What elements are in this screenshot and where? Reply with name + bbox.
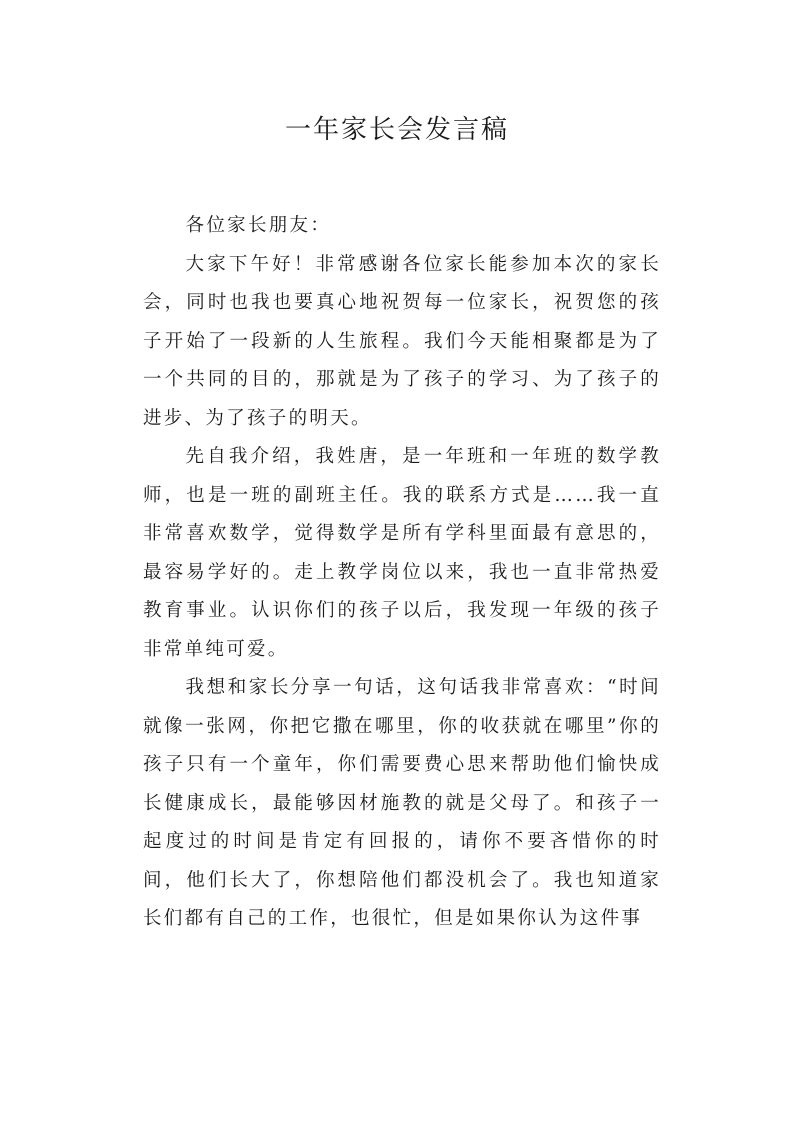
document-body: [143, 207, 661, 939]
salutation-paragraph: 各位家长朋友：: [185, 215, 332, 236]
document-title: 一年家长会发言稿: [284, 115, 509, 145]
greeting-paragraph: 大家下午好！非常感谢各位家长能参加本次的家长会，同时也我也要真心地祝贺每一位家长，祝贺您的孩子开始了一段新的人生旅程。我们今天能相聚都是为了一个共同的目的，那就是为了孩子的学习、为了孩子的进步、为了孩子的明天。: [143, 253, 661, 429]
introduction-paragraph: 先自我介绍，我姓唐，是一年班和一年班的数学教师，也是一班的副班主任。我的联系方式是……我一直非常喜欢数学，觉得数学是所有学科里面最有意思的，最容易学好的。走上教学岗位以来，我也一直非常热爱教育事业。认识你们的孩子以后，我发现一年级的孩子非常单纯可爱。: [143, 446, 661, 660]
quote-paragraph: 我想和家长分享一句话，这句话我非常喜欢：“时间就像一张网，你把它撒在哪里，你的收获就在哪里”你的孩子只有一个童年，你们需要费心思来帮助他们愉快成长健康成长，最能够因材施教的就是父母了。和孩子一起度过的时间是肯定有回报的，请你不要吝惜你的时间，他们长大了，你想陪他们都没机会了。我也知道家长们都有自己的工作，也很忙，但是如果你认为这件事: [143, 677, 661, 929]
